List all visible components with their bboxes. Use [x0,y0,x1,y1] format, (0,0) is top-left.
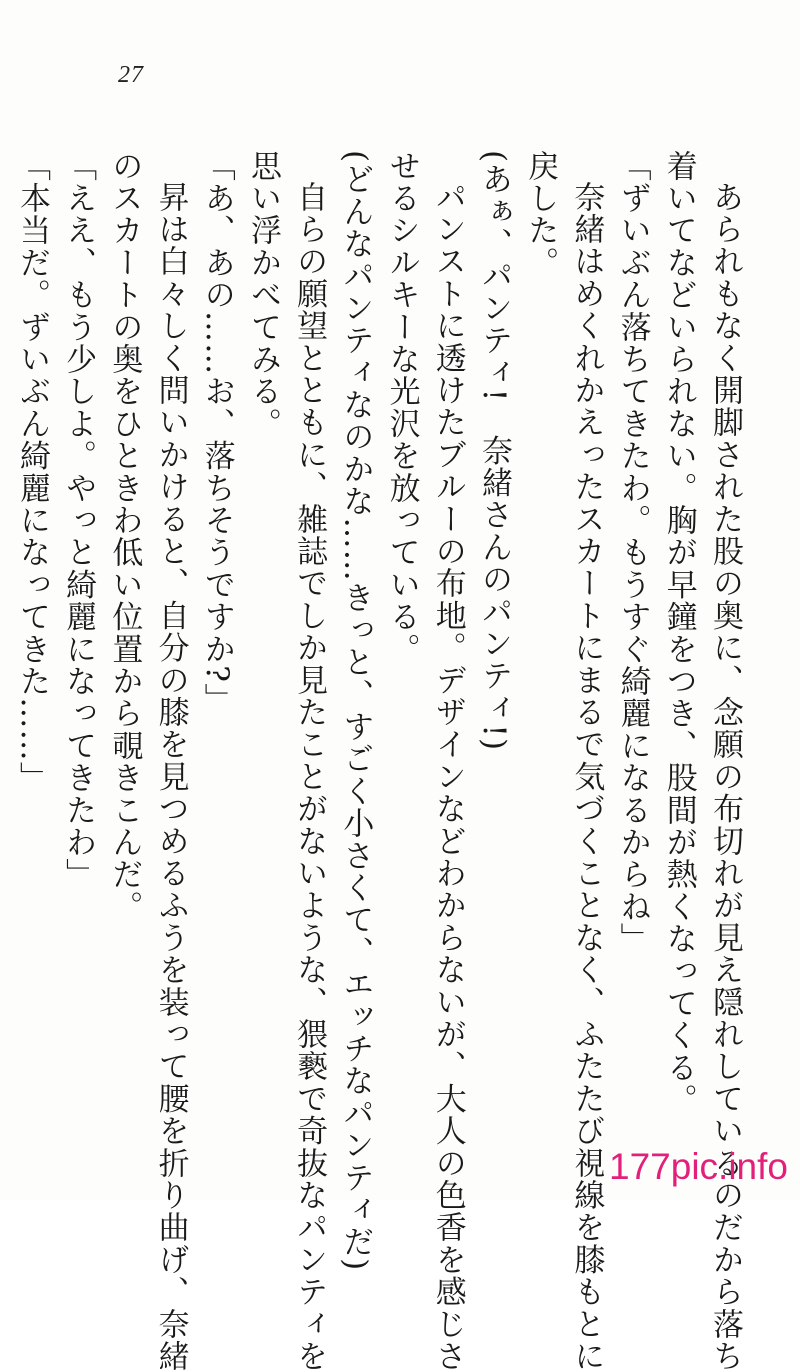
text-line: 自らの願望とともに、雑誌でしか見たことがないような、猥褻で奇抜なパンティを [291,181,328,1372]
site-watermark: 177pic.info [609,1146,788,1187]
text-line: のスカートの奥をひときわ低い位置から覗きこんだ。 [106,150,143,923]
text-line: (どんなパンティなのかな……きっと、すごく小さくて、エッチなパンティだ) [337,150,374,1272]
text-line: せるシルキーな光沢を放っている。 [383,150,420,666]
text-line: (あぁ、パンティ! 奈緒さんのパンティ!) [475,150,512,752]
text-line: 思い浮かべてみる。 [244,150,281,440]
text-line: 着いてなどいられない。胸が早鐘をつき、股間が熱くなってくる。 [660,150,697,1116]
text-line: 「ええ、もう少しよ。やっと綺麗になってきたわ」 [60,150,97,891]
text-line: 「本当だ。ずいぶん綺麗になってきた……」 [13,150,50,794]
page-number: 27 [118,62,144,88]
text-line: 「あ、あの……お、落ちそうですか?」 [198,150,235,716]
text-line: パンストに透けたブルーの布地。デザインなどわからないが、大人の色香を感じさ [429,181,466,1372]
text-line: あられもなく開脚された股の奥に、念願の布切れが見え隠れしているのだから落ち [707,181,743,1372]
text-line: 昇は白々しく問いかけると、自分の膝を見つめるふうを装って腰を折り曲げ、奈緒 [152,181,189,1372]
text-line: 奈緒はめくれかえったスカートにまるで気づくことなく、ふたたび視線を膝もとに [568,181,605,1372]
text-line: 「ずいぶん落ちてきたわ。もうすぐ綺麗になるからね」 [614,150,651,955]
text-line: 戻した。 [522,150,559,279]
